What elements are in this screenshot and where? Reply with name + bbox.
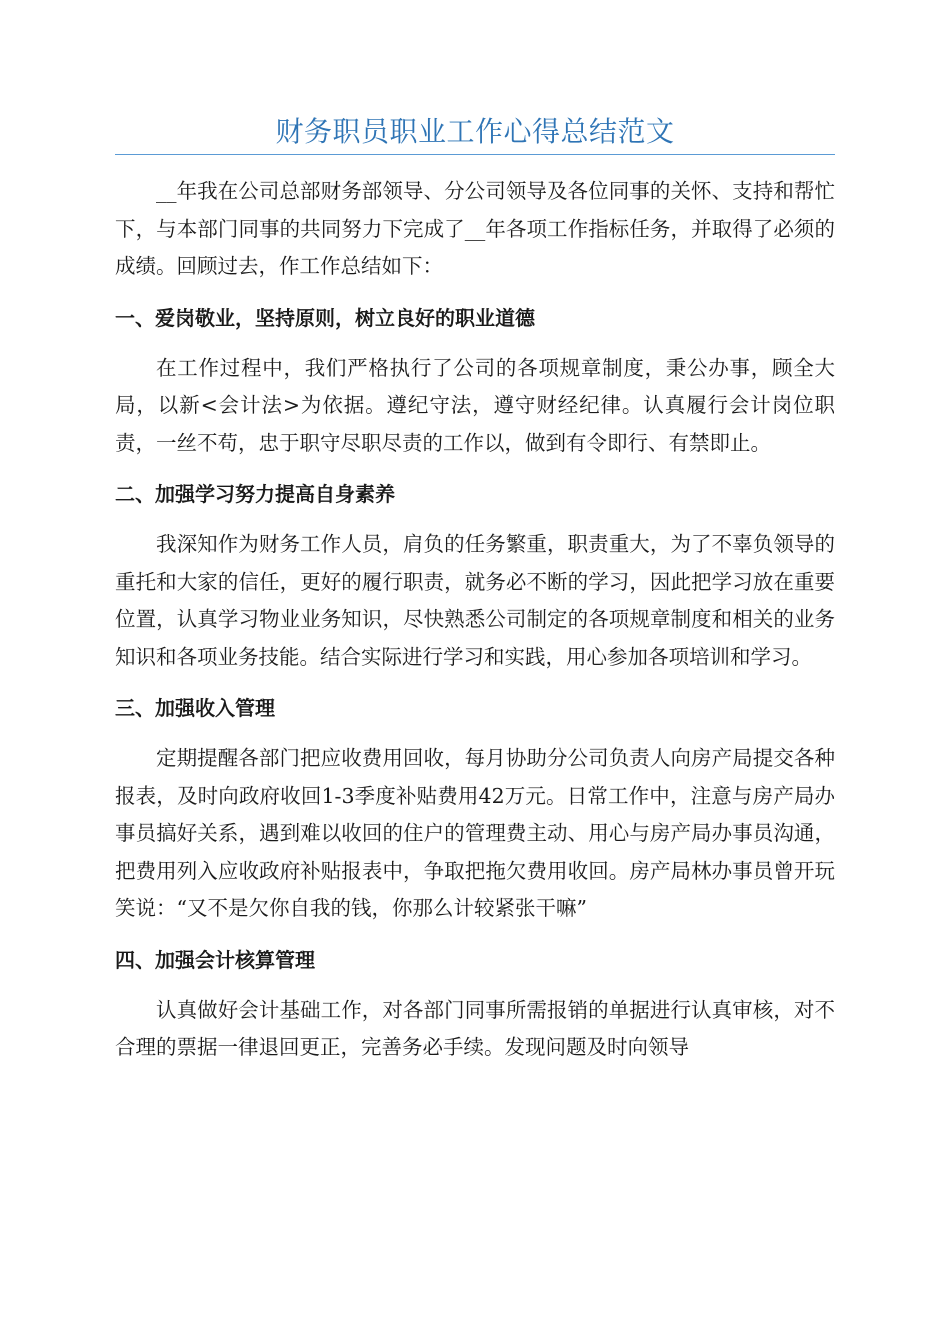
title-underline — [115, 154, 835, 155]
intro-paragraph: __年我在公司总部财务部领导、分公司领导及各位同事的关怀、支持和帮忙下，与本部门同事的共同努力下完成了__年各项工作指标任务，并取得了必须的成绩。回顾过去，作工作总结如下： — [115, 179, 835, 278]
section-body-1: 在工作过程中，我们严格执行了公司的各项规章制度，秉公办事，顾全大局，以新<会计法>为依据。遵纪守法，遵守财经纪律。认真履行会计岗位职责，一丝不苟，忠于职守尽职尽责的工作以，做到有令即行、有禁即止。 — [115, 355, 835, 455]
section-heading-2: 二、加强学习努力提高自身素养 — [115, 482, 395, 506]
section-body-4: 认真做好会计基础工作，对各部门同事所需报销的单据进行认真审核，对不合理的票据一律退回更正，完善务必手续。发现问题及时向领导 — [115, 997, 835, 1059]
section-heading-3: 三、加强收入管理 — [115, 696, 275, 720]
section-body-3: 定期提醒各部门把应收费用回收，每月协助分公司负责人向房产局提交各种报表，及时向政府收回1-3季度补贴费用42万元。日常工作中，注意与房产局办事员搞好关系，遇到难以收回的住户的管理费主动、用心与房产局办事员沟通，把费用列入应收政府补贴报表中，争取把拖欠费用收回。房产局林办事员曾开玩笑说：“又不是欠你自我的钱，你那么计较紧张干嘛” — [115, 746, 835, 920]
section-body-2: 我深知作为财务工作人员，肩负的任务繁重，职责重大，为了不辜负领导的重托和大家的信任，更好的履行职责，就务必不断的学习，因此把学习放在重要位置，认真学习物业业务知识，尽快熟悉公司制定的各项规章制度和相关的业务知识和各项业务技能。结合实际进行学习和实践，用心参加各项培训和学习。 — [115, 532, 835, 669]
document-title: 财务职员职业工作心得总结范文 — [275, 115, 675, 148]
document-body — [115, 173, 835, 1067]
section-heading-1: 一、爱岗敬业，坚持原则，树立良好的职业道德 — [115, 305, 535, 330]
section-heading-4: 四、加强会计核算管理 — [115, 947, 315, 972]
